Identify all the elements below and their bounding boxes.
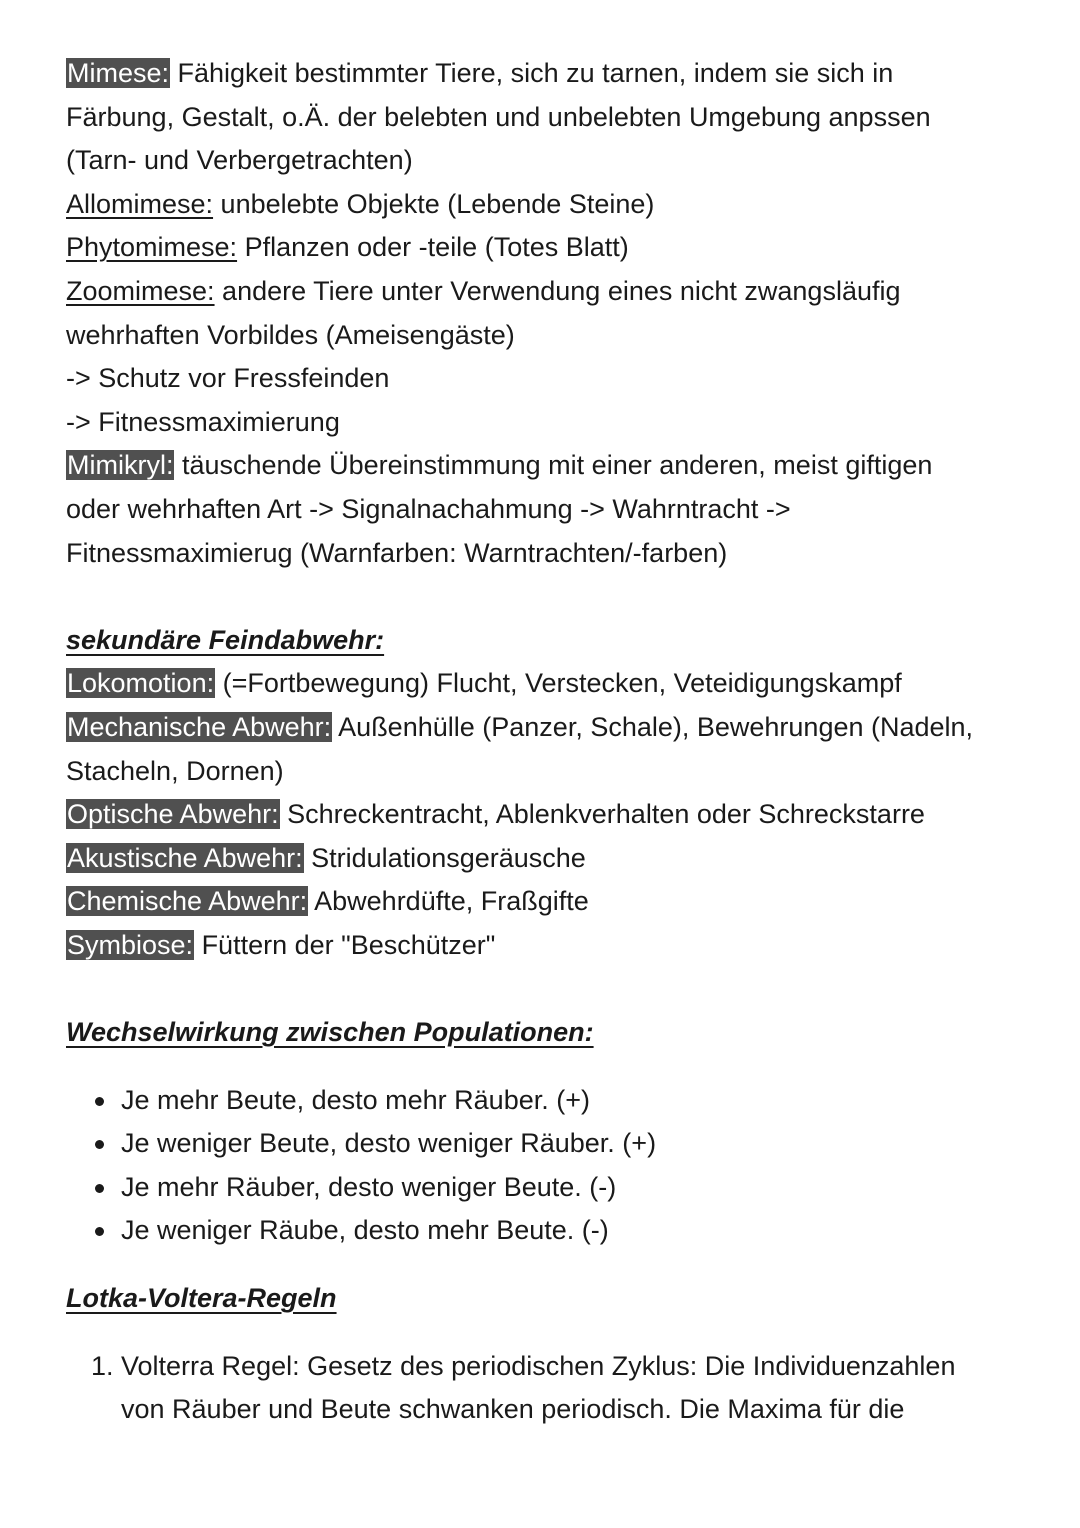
mimese-line-3: (Tarn- und Verbergetrachten)	[66, 145, 413, 176]
phytomimese-term: Phytomimese:	[66, 232, 238, 263]
bullet-text: Je mehr Beute, desto mehr Räuber. (+)	[121, 1084, 590, 1115]
mimese-line-2: Färbung, Gestalt, o.Ä. der belebten und unbelebten Umgebung anpssen	[66, 101, 931, 132]
defense-text: Füttern der "Beschützer"	[194, 929, 496, 960]
zoomimese-line-2: wehrhaften Vorbildes (Ameisengäste)	[66, 319, 515, 350]
lotka-rule-list	[66, 1345, 1026, 1432]
interaction-bullet-list	[66, 1079, 1026, 1253]
mimikry-line-3: Fitnessmaximierug (Warnfarben: Warntrachten/-farben)	[66, 537, 728, 568]
list-item	[66, 1122, 1026, 1166]
arrow-line-2: -> Fitnessmaximierung	[66, 406, 340, 437]
defense-text: Stridulationsgeräusche	[303, 842, 586, 873]
allomimese-term: Allomimese:	[66, 188, 214, 219]
bullet-text: Je mehr Räuber, desto weniger Beute. (-)	[121, 1171, 617, 1202]
interaction-heading: Wechselwirkung zwischen Populationen:	[66, 1017, 594, 1048]
rule-number: 1.	[91, 1350, 114, 1381]
bullet-text: Je weniger Beute, desto weniger Räuber. (+)	[121, 1128, 657, 1159]
defense-term: Lokomotion:	[67, 668, 215, 699]
bullet-icon	[95, 1184, 104, 1193]
defense-item-akustisch	[66, 837, 1026, 881]
bullet-icon	[95, 1097, 104, 1106]
rule-text-line-2: von Räuber und Beute schwanken periodisch. Die Maxima für die	[121, 1394, 905, 1425]
mimikry-text-1: täuschende Übereinstimmung mit einer anderen, meist giftigen	[174, 450, 933, 481]
zoomimese-text-1: andere Tiere unter Verwendung eines nicht zwangsläufig	[214, 275, 901, 306]
spacer	[66, 1055, 1026, 1079]
mimese-term: Mimese:	[67, 58, 170, 88]
mimese-line-1	[66, 52, 1026, 96]
bullet-icon	[95, 1227, 104, 1236]
mimikry-line-2: oder wehrhaften Art -> Signalnachahmung -> Wahrntracht ->	[66, 493, 791, 524]
bullet-icon	[95, 1140, 104, 1149]
defense-term: Symbiose:	[67, 929, 194, 960]
mimikry-line-1	[66, 444, 1026, 488]
spacer	[66, 575, 1026, 619]
defense-text: Schreckentracht, Ablenkverhalten oder Schreckstarre	[279, 799, 925, 830]
rule-text-line-1: Volterra Regel: Gesetz des periodischen Zyklus: Die Individuenzahlen	[121, 1350, 956, 1381]
spacer	[66, 967, 1026, 1011]
allomimese-line	[66, 183, 1026, 227]
defense-text: Abwehrdüfte, Fraßgifte	[308, 886, 589, 917]
defense-term: Optische Abwehr:	[67, 799, 279, 830]
defense-item-optisch	[66, 793, 1026, 837]
defense-text: Außenhülle (Panzer, Schale), Bewehrungen (Nadeln,	[332, 711, 974, 742]
spacer	[66, 1253, 1026, 1277]
mimikry-term: Mimikryl:	[67, 450, 174, 481]
lotka-heading: Lotka-Voltera-Regeln	[66, 1283, 337, 1314]
defense-text: (=Fortbewegung) Flucht, Verstecken, Veteidigungskampf	[215, 668, 902, 699]
list-item	[66, 1209, 1026, 1253]
defense-item-symbiose	[66, 924, 1026, 968]
phytomimese-line	[66, 226, 1026, 270]
document-page	[66, 52, 1026, 1432]
defense-item-mechanisch-cont: Stacheln, Dornen)	[66, 755, 284, 786]
zoomimese-line-1	[66, 270, 1026, 314]
defense-term: Chemische Abwehr:	[67, 886, 308, 917]
spacer	[66, 1321, 1026, 1345]
defense-item-mechanisch	[66, 706, 1026, 750]
allomimese-text: unbelebte Objekte (Lebende Steine)	[213, 188, 655, 219]
list-item	[66, 1079, 1026, 1123]
secondary-heading: sekundäre Feindabwehr:	[66, 624, 385, 655]
defense-item-chemisch	[66, 880, 1026, 924]
mimese-text-1: Fähigkeit bestimmter Tiere, sich zu tarnen, indem sie sich in	[170, 58, 894, 88]
defense-term: Akustische Abwehr:	[67, 842, 303, 873]
defense-item-lokomotion	[66, 662, 1026, 706]
zoomimese-term: Zoomimese:	[66, 275, 215, 306]
list-item	[66, 1166, 1026, 1210]
phytomimese-text: Pflanzen oder -teile (Totes Blatt)	[237, 232, 629, 263]
defense-term: Mechanische Abwehr:	[67, 711, 332, 742]
arrow-line-1: -> Schutz vor Fressfeinden	[66, 363, 390, 394]
bullet-text: Je weniger Räube, desto mehr Beute. (-)	[121, 1215, 609, 1246]
list-item	[66, 1345, 1026, 1432]
